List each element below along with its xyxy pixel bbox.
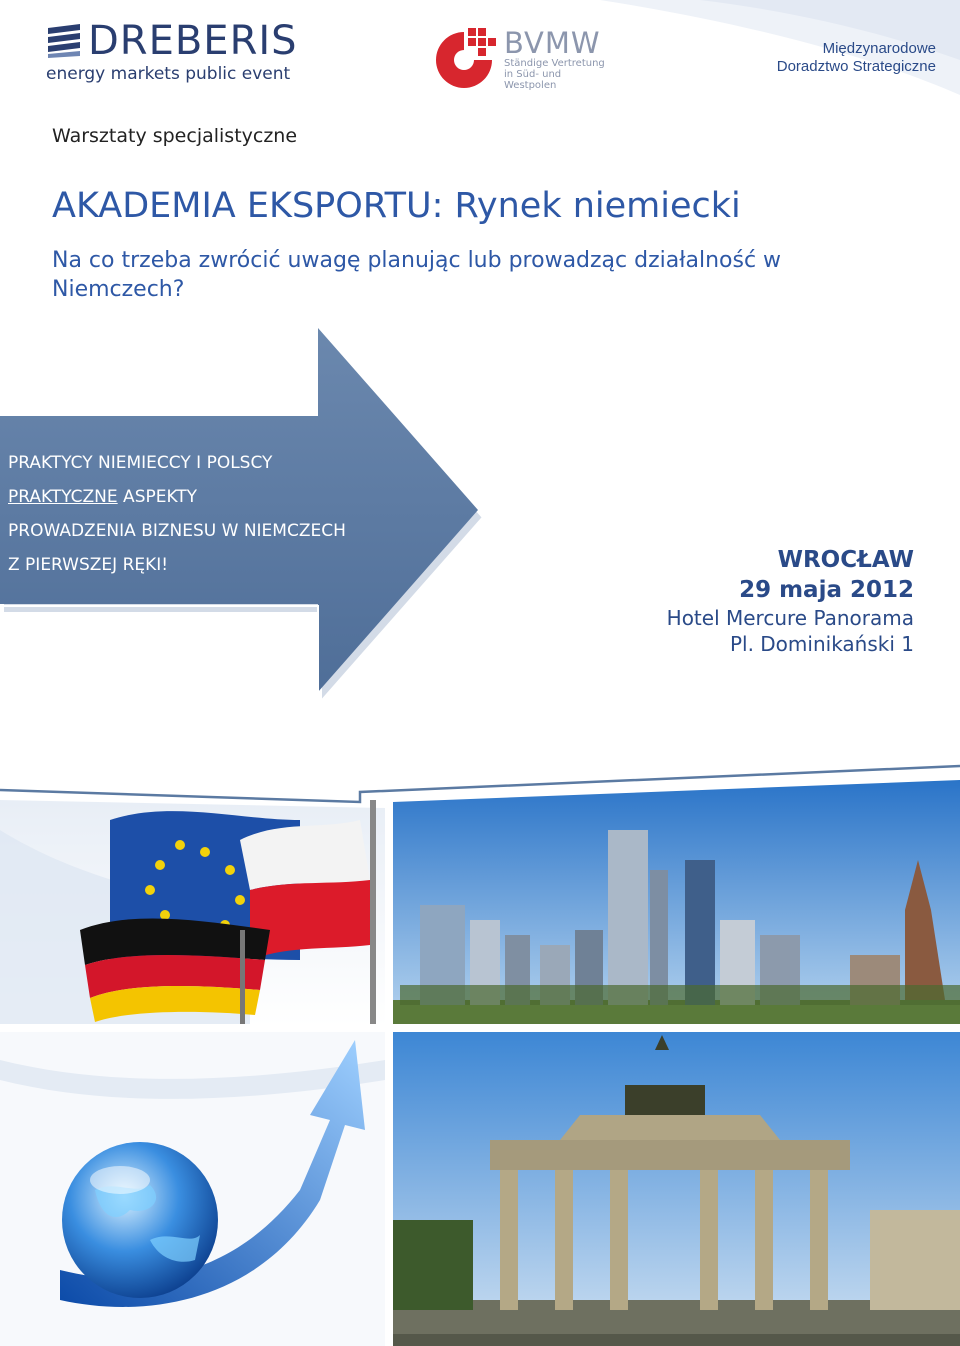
- mds-logo-line2: Doradztwo Strategiczne: [776, 58, 936, 75]
- venue-city: WROCŁAW: [777, 547, 914, 573]
- arrow-line-1: PRAKTYCY NIEMIECCY I POLSCY: [8, 453, 273, 473]
- dreberis-logo-tagline: energy markets public event: [46, 64, 291, 84]
- bvmw-logo-subtitle: Ständige Vertretung in Süd- und Westpolen: [504, 58, 605, 91]
- arrow-text: [8, 446, 346, 582]
- page-title: AKADEMIA EKSPORTU: Rynek niemiecki: [52, 186, 741, 226]
- venue-block: [667, 545, 914, 657]
- flags-photo: [0, 800, 385, 1026]
- mds-logo-line1: Międzynarodowe: [822, 40, 936, 57]
- page-subtitle: Na co trzeba zwrócić uwagę planując lub prowadząc działalność w Niemczech?: [52, 248, 782, 302]
- arrow-line-2-underlined: PRAKTYCZNE: [8, 487, 118, 507]
- bvmw-logo-name: BVMW: [504, 26, 601, 60]
- arrow-line-2-rest: ASPEKTY: [117, 487, 198, 507]
- arrow-line-3: PROWADZENIA BIZNESU W NIEMCZECH: [8, 521, 346, 541]
- brandenburg-gate-photo: [393, 1030, 960, 1346]
- venue-hotel: Hotel Mercure Panorama: [666, 606, 914, 630]
- dreberis-logo-name: DREBERIS: [88, 18, 298, 64]
- photo-collage: [0, 760, 960, 1346]
- bvmw-logo-icon: [430, 28, 498, 90]
- arrow-line-2: [8, 480, 346, 514]
- mds-logo: [777, 40, 936, 76]
- globe-arrow-image: [0, 1030, 385, 1346]
- event-kicker: Warsztaty specjalistyczne: [52, 125, 298, 147]
- event-date: 29 maja 2012: [739, 577, 914, 603]
- arrow-line-4: Z PIERWSZEJ RĘKI!: [8, 555, 169, 575]
- frankfurt-skyline-photo: [393, 780, 960, 1024]
- dreberis-logo-icon: [46, 24, 82, 58]
- venue-address: Pl. Dominikański 1: [729, 632, 914, 656]
